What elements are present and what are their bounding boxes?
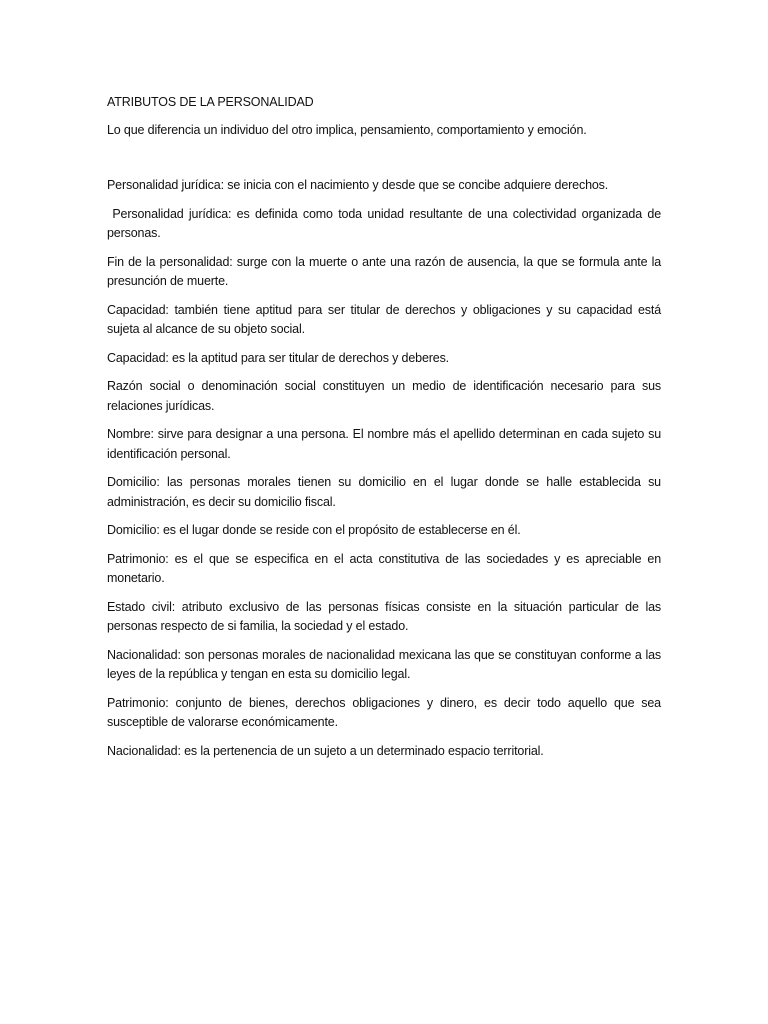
paragraph-patrimonio-1: Patrimonio: es el que se especifica en el acta constitutiva de las sociedades y es apreciable en monetario. <box>107 551 661 585</box>
paragraph-capacidad-1: Capacidad: también tiene aptitud para ser titular de derechos y obligaciones y su capacidad está sujeta al alcance de su objeto social. <box>107 302 661 336</box>
paragraph-nombre: Nombre: sirve para designar a una persona. El nombre más el apellido determinan en cada sujeto su identificación personal. <box>107 427 661 461</box>
document-body <box>107 93 661 770</box>
paragraph-fin-personalidad: Fin de la personalidad: surge con la muerte o ante una razón de ausencia, la que se formula ante la presunción de muerte. <box>107 254 661 288</box>
paragraph-razon-social: Razón social o denominación social constituyen un medio de identificación necesario para sus relaciones jurídicas. <box>107 379 661 413</box>
intro-paragraph: Lo que diferencia un individuo del otro implica, pensamiento, comportamiento y emoción. <box>107 122 587 137</box>
paragraph-personalidad-juridica-1: Personalidad jurídica: se inicia con el nacimiento y desde que se concibe adquiere derechos. <box>107 178 609 192</box>
paragraph-estado-civil: Estado civil: atributo exclusivo de las personas físicas consiste en la situación particular de las personas respecto de si familia, la sociedad y el estado. <box>107 599 661 633</box>
paragraph-patrimonio-2: Patrimonio: conjunto de bienes, derechos obligaciones y dinero, es decir todo aquello que sea susceptible de valorarse económicamente. <box>107 695 661 729</box>
document-title: ATRIBUTOS DE LA PERSONALIDAD <box>107 95 314 109</box>
paragraph-domicilio-2: Domicilio: es el lugar donde se reside con el propósito de establecerse en él. <box>107 523 521 537</box>
paragraph-nacionalidad-2: Nacionalidad: es la pertenencia de un sujeto a un determinado espacio territorial. <box>107 743 544 758</box>
paragraph-domicilio-1: Domicilio: las personas morales tienen su domicilio en el lugar donde se halle establecida su administración, es decir su domicilio fiscal. <box>107 475 661 509</box>
paragraph-personalidad-juridica-2: Personalidad jurídica: es definida como toda unidad resultante de una colectividad organizada de personas. <box>107 206 661 240</box>
paragraph-capacidad-2: Capacidad: es la aptitud para ser titular de derechos y deberes. <box>107 350 449 365</box>
paragraph-nacionalidad-1: Nacionalidad: son personas morales de nacionalidad mexicana las que se constituyan conforme a las leyes de la república y tengan en esta su domicilio legal. <box>107 647 661 681</box>
